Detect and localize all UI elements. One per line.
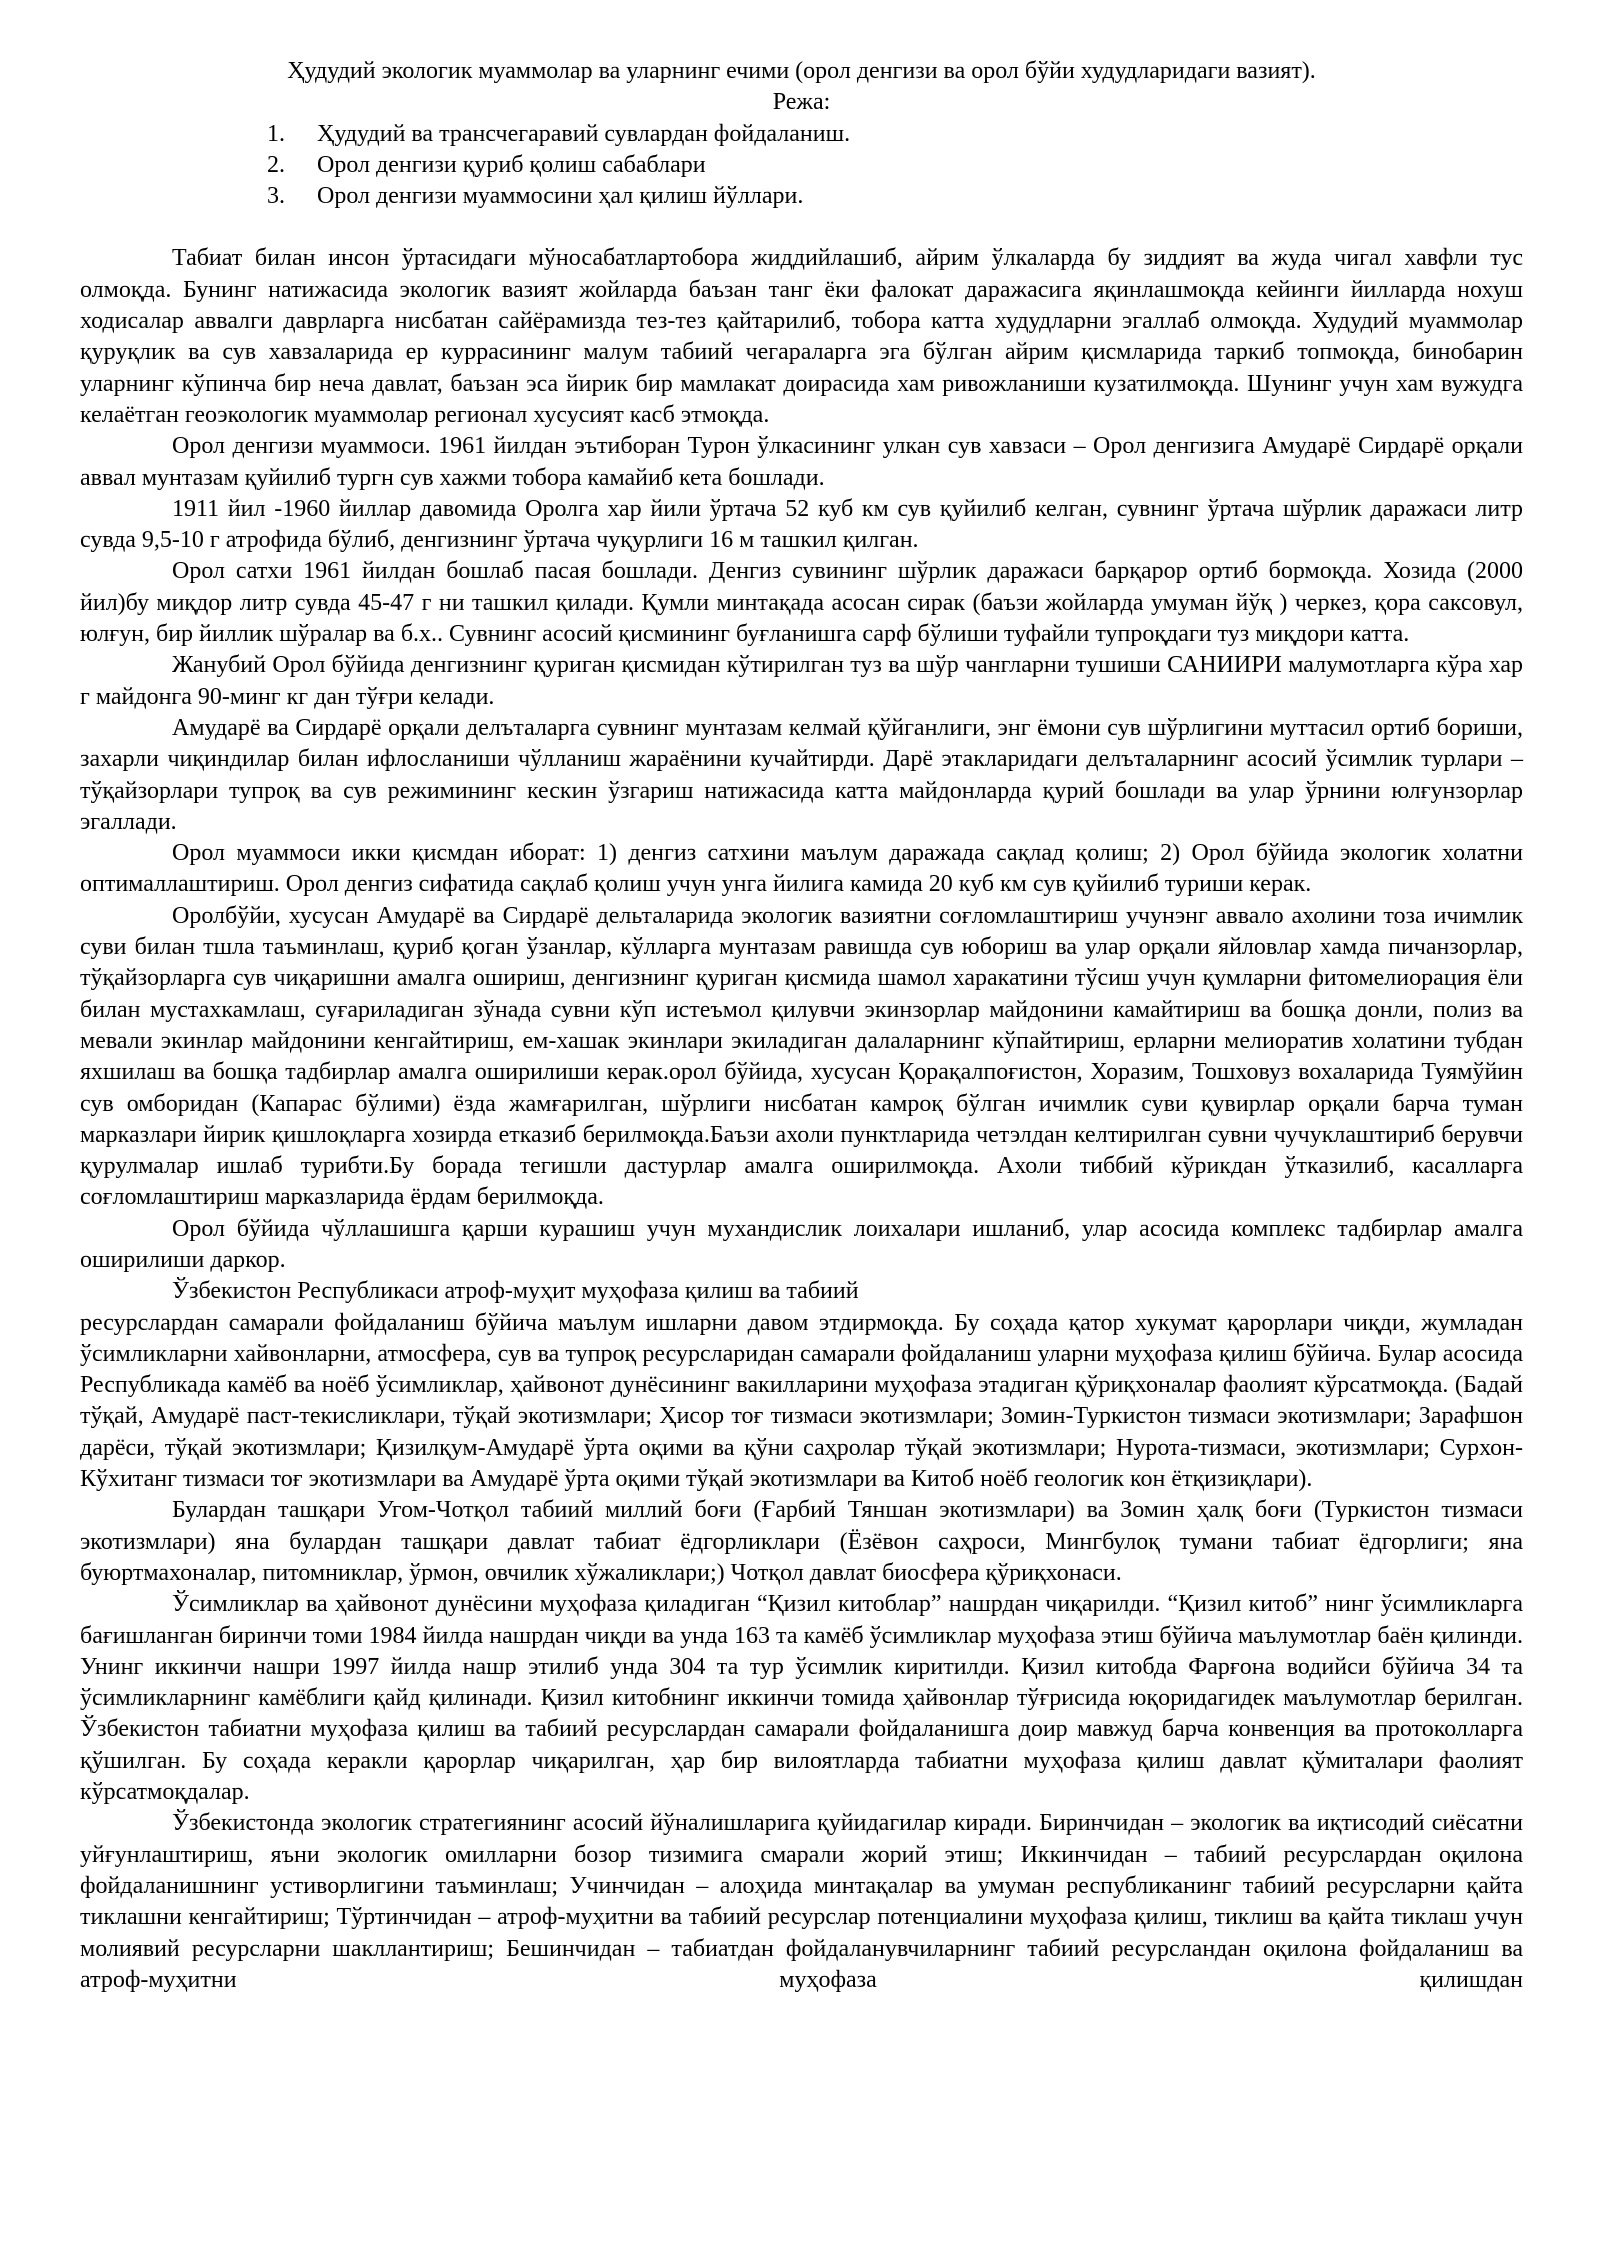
plan-item-text: Орол денгизи муаммосини ҳал қилиш йўллари. xyxy=(317,183,804,210)
body-paragraph: Орол сатхи 1961 йилдан бошлаб пасая бошлади. Денгиз сувининг шўрлик даражаси барқарор ортиб бормоқда. Хозида (2000 йил)бу миқдор литр сувда 45-47 г ни ташкил қилади. Қумли минтақада асосан сирак (баъзи жойларда умуман йўқ ) черкез, қора саксовул, юлғун, бир йиллик шўралар ва б.х.. Сувнинг асосий қисмининг буғланишга сарф бўлиши туфайли тупроқдаги туз миқдори катта. xyxy=(80,558,1523,648)
plan-item xyxy=(80,150,1523,181)
body-paragraph: Булардан ташқари Угом-Чотқол табиий миллий боғи (Ғарбий Тяншан экотизмлари) ва Зомин ҳалқ боғи (Туркистон тизмаси экотизмлари) яна булардан ташқари давлат табиат ёдгорликлари (Ёзёвон саҳроси, Мингбулоқ тумани табиат ёдгорлиги; яна буюртмахоналар, питомниклар, ўрмон, овчилик хўжаликлари;) Чотқол давлат биосфера қўриқхонаси. xyxy=(80,1497,1523,1586)
document-body xyxy=(80,56,1523,1996)
body-paragraph: Орол муаммоси икки қисмдан иборат: 1) денгиз сатхини маълум даражада сақлад қолиш; 2) Орол бўйида экологик холатни оптималлаштириш. Орол денгиз сифатида сақлаб қолиш учун унга йилига камида 20 куб км сув қуйилиб туриши керак. xyxy=(80,840,1523,898)
plan-item xyxy=(80,181,1523,212)
plan-item-text: Орол денгизи қуриб қолиш сабаблари xyxy=(317,151,706,178)
plan-item xyxy=(80,119,1523,150)
plan-list xyxy=(80,119,1523,213)
plan-item-number: 3. xyxy=(267,183,285,210)
body-paragraph: Оролбўйи, хусусан Амударё ва Сирдарё дельталарида экологик вазиятни соғломлаштириш учунэнг аввало ахолини тоза ичимлик суви билан тшла таъминлаш, қуриб қоган ўзанлар, кўлларга мунтазам равишда сув юбориш ва улар орқали яйловлар хамда пичанзорлар, тўқайзорларга сув чиқаришни амалга ошириш, денгизнинг қуриган қисмида шамол харакатини тўсиш учун қумларни фитомелиорация ёли билан мустахкамлаш, суғариладиган зўнада сувни кўп истеъмол қилувчи экинзорлар майдонини камайтириш ва бошқа донли, полиз ва мевали экинлар майдонини кенгайтириш, ем-хашак экинлари экиладиган далаларнинг кўпайтириш, ерларни мелиоратив холатини тубдан яхшилаш ва бошқа тадбирлар амалга оширилиши керак.орол бўйида, хусусан Қорақалпоғистон, Хоразим, Тошховуз вохаларида Туямўйин сув омборидан (Капарас бўлими) ёзда жамғарилган, шўрлиги нисбатан камроқ бўлган ичимлик суви қувирлар орқали барча туман марказлари йирик қишлоқларга хозирда етказиб берилмоқда.Баъзи ахоли пунктларида четэлдан келтирилган сувни чучуклаштириб берувчи қурулмалар ишлаб турибти.Бу борада тегишли дастурлар амалга оширилмоқда. Ахоли тиббий кўрикдан ўтказилиб, касалларга соғломлаштириш марказларида ёрдам берилмоқда. xyxy=(80,902,1523,1211)
body-paragraph-last: Ўзбекистонда экологик стратегиянинг асосий йўналишларига қуйидагилар киради. Биринчидан – экологик ва иқтисодий сиёсатни уйғунлаштириш, яъни экологик омилларни бозор тизимига смарали жорий этиш; Иккинчидан – табиий ресурслардан оқилона фойдаланишнинг устиворлигини таъминлаш; Учинчидан – алоҳида минтақалар ва умуман республиканинг табиий ресурсларни қайта тиклашни кенгайтириш; Тўртинчидан – атроф-муҳитни ва табиий ресурслар потенциалини муҳофаза қилиш, тиклиш ва қайта тиклаш учун молиявий ресурсларни шакллантириш; Бешинчидан – табиатдан фойдаланувчиларнинг табиий ресурсландан оқилона фойдаланиш ва атроф-муҳитни муҳофаза қилишдан xyxy=(80,1810,1523,1993)
document-title: Ҳудудий экологик муаммолар ва уларнинг ечими (орол денгизи ва орол бўйи худудларидаги вазият). xyxy=(287,58,1316,84)
paragraph-continuation: ресурслардан самарали фойдаланиш бўйича маълум ишларни давом этдирмоқда. Бу соҳада қатор хукумат қарорлари чиқди, жумладан ўсимликларни хайвонларни, атмосфера, сув ва тупроқ ресурсларидан самарали фойдаланиш уларни муҳофаза қилиш бўйича. Булар асосида Республикада камёб ва ноёб ўсимликлар, ҳайвонот дунёсининг вакилларини муҳофаза этадиган қўриқхоналар фаолият кўрсатмоқда. (Бадай тўқай, Амударё паст-текисликлари, тўқай экотизмлари; Ҳисор тоғ тизмаси экотизмлари; Зомин-Туркистон тизмаси экотизмлари; Зарафшон дарёси, тўқай экотизмлари; Қизилқум-Амударё ўрта оқими ва қўни саҳролар тўқай экотизмлари; Нурота-тизмаси, экотизмлари; Сурхон-Кўхитанг тизмаси тоғ экотизмлари ва Амударё ўрта оқими тўқай экотизмлари ва Китоб ноёб геологик кон ётқизиқлари). xyxy=(80,1309,1523,1493)
body-paragraph: Амударё ва Сирдарё орқали делъталарга сувнинг мунтазам келмай қўйганлиги, энг ёмони сув шўрлигини муттасил ортиб бориши, захарли чиқиндилар билан ифлосланиши чўлланиш жараёнини кучайтирди. Дарё этакларидаги делъталарнинг асосий ўсимлик турлари – тўқайзорлари тупроқ ва сув режимининг кескин ўзгариш натижасида катта майдонларда қурий бошлади ва улар ўрнини юлғунзорлар эгаллади. xyxy=(80,714,1523,835)
plan-heading: Режа: xyxy=(772,89,831,116)
plan-item-text: Ҳудудий ва трансчегаравий сувлардан фойдаланиш. xyxy=(317,120,851,147)
body-paragraph: Жанубий Орол бўйида денгизнинг қуриган қисмидан кўтирилган туз ва шўр чангларни тушиши САНИИРИ малумотларга кўра хар г майдонга 90-минг кг дан тўғри келади. xyxy=(80,652,1523,710)
body-paragraph: Орол бўйида чўллашишга қарши курашиш учун мухандислик лоихалари ишланиб, улар асосида комплекс тадбирлар амалга оширилиши даркор. xyxy=(80,1215,1523,1273)
paragraph-first-line: Ўзбекистон Республикаси атроф-муҳит муҳофаза қилиш ва табиий xyxy=(172,1278,859,1305)
body-paragraph: Ўсимликлар ва ҳайвонот дунёсини муҳофаза қиладиган “Қизил китоблар” нашрдан чиқарилди. “Қизил китоб” нинг ўсимликларга бағишланган биринчи томи 1984 йилда нашрдан чиқди ва унда 163 та камёб ўсимликлар муҳофаза этиш бўйича маълумотлар баён қилинди. Унинг иккинчи нашри 1997 йилда нашр этилиб унда 304 та тур ўсимлик киритилди. Қизил китобда Фарғона водийси бўйича 34 та ўсимликларнинг камёблиги қайд қилинади. Қизил китобнинг иккинчи томида ҳайвонлар тўғрисида юқоридагидек маълумотлар берилган. Ўзбекистон табиатни муҳофаза қилиш ва табиий ресурслардан самарали фойдаланишга доир мавжуд барча конвенция ва протоколларга қўшилган. Бу соҳада керакли қарорлар чиқарилган, ҳар бир вилоятларда табиатни муҳофаза қилиш давлат қўмиталари фаолият кўрсатмоқдалар. xyxy=(80,1591,1523,1806)
plan-item-number: 1. xyxy=(267,120,285,147)
plan-item-number: 2. xyxy=(267,151,285,178)
body-paragraph: Орол денгизи муаммоси. 1961 йилдан эътиборан Турон ўлкасининг улкан сув хавзаси – Орол денгизига Амударё Сирдарё орқали аввал мунтазам қуйилиб тургн сув хажми тобора камайиб кета бошлади. xyxy=(80,433,1523,491)
body-paragraph: 1911 йил -1960 йиллар давомида Оролга хар йили ўртача 52 куб км сув қуйилиб келган, сувнинг ўртача шўрлик даражаси литр сувда 9,5-10 г атрофида бўлиб, денгизнинг ўртача чуқурлиги 16 м ташкил қилган. xyxy=(80,495,1523,554)
body-paragraph: Табиат билан инсон ўртасидаги мўносабатлартобора жиддийлашиб, айрим ўлкаларда бу зиддият ва жуда чигал хавфли тус олмоқда. Бунинг натижасида экологик вазият жойларда баъзан танг ёки фалокат даражасига яқинлашмоқда кейинги йилларда нохуш ходисалар аввалги даврларга нисбатан сайёрамизда тез-тез қайтарилиб, тобора катта худудларни эгаллаб олмоқда. Худудий муаммолар қуруқлик ва сув хавзаларида ер куррасининг малум табиий чегараларга эга бўлган айрим қисмларида таркиб топмоқда, бинобарин уларнинг кўпинча бир неча давлат, баъзан эса йирик бир мамлакат доирасида хам ривожланиши кузатилмоқда. Шунинг учун хам вужудга келаётган геоэкологик муаммолар регионал хусусият касб этмоқда. xyxy=(80,245,1523,428)
